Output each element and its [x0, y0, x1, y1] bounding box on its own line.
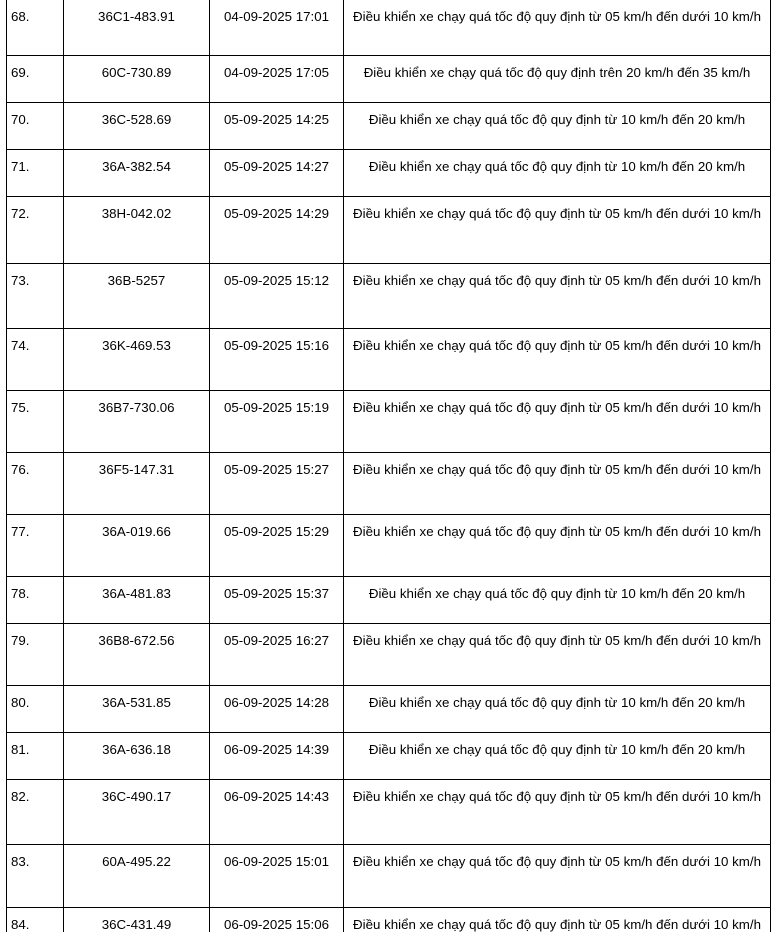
table-row: [7, 103, 771, 150]
violation-description-cell: Điều khiển xe chạy quá tốc độ quy định từ 05 km/h đến dưới 10 km/h: [344, 264, 771, 329]
row-index-cell: 76.: [7, 453, 64, 515]
table-row: [7, 56, 771, 103]
table-row: [7, 515, 771, 577]
table-row: [7, 624, 771, 686]
row-index-cell: 73.: [7, 264, 64, 329]
table-row: [7, 197, 771, 264]
license-plate-cell: 36A-481.83: [64, 577, 210, 624]
row-index-cell: 72.: [7, 197, 64, 264]
violation-time-cell: 05-09-2025 15:27: [210, 453, 344, 515]
row-index-cell: 74.: [7, 329, 64, 391]
license-plate-cell: 36B7-730.06: [64, 391, 210, 453]
table-row: [7, 0, 771, 56]
violation-description-cell: Điều khiển xe chạy quá tốc độ quy định từ 05 km/h đến dưới 10 km/h: [344, 780, 771, 845]
table-row: [7, 453, 771, 515]
license-plate-cell: 36K-469.53: [64, 329, 210, 391]
license-plate-cell: 36C-528.69: [64, 103, 210, 150]
violation-description-cell: Điều khiển xe chạy quá tốc độ quy định từ 10 km/h đến 20 km/h: [344, 577, 771, 624]
violation-description-cell: Điều khiển xe chạy quá tốc độ quy định từ 05 km/h đến dưới 10 km/h: [344, 908, 771, 932]
violation-time-cell: 06-09-2025 14:39: [210, 733, 344, 780]
violation-time-cell: 05-09-2025 15:12: [210, 264, 344, 329]
row-index-cell: 75.: [7, 391, 64, 453]
license-plate-cell: 38H-042.02: [64, 197, 210, 264]
violation-description-cell: Điều khiển xe chạy quá tốc độ quy định từ 10 km/h đến 20 km/h: [344, 150, 771, 197]
violation-time-cell: 05-09-2025 15:37: [210, 577, 344, 624]
violation-description-cell: Điều khiển xe chạy quá tốc độ quy định từ 05 km/h đến dưới 10 km/h: [344, 453, 771, 515]
row-index-cell: 71.: [7, 150, 64, 197]
table-row: [7, 908, 771, 932]
license-plate-cell: 36A-531.85: [64, 686, 210, 733]
violation-description-cell: Điều khiển xe chạy quá tốc độ quy định từ 10 km/h đến 20 km/h: [344, 733, 771, 780]
violation-time-cell: 06-09-2025 14:28: [210, 686, 344, 733]
license-plate-cell: 36B8-672.56: [64, 624, 210, 686]
violation-description-cell: Điều khiển xe chạy quá tốc độ quy định từ 05 km/h đến dưới 10 km/h: [344, 0, 771, 56]
row-index-cell: 69.: [7, 56, 64, 103]
table-row: [7, 264, 771, 329]
violation-time-cell: 05-09-2025 14:25: [210, 103, 344, 150]
violation-description-cell: Điều khiển xe chạy quá tốc độ quy định từ 05 km/h đến dưới 10 km/h: [344, 515, 771, 577]
violation-description-cell: Điều khiển xe chạy quá tốc độ quy định từ 10 km/h đến 20 km/h: [344, 686, 771, 733]
license-plate-cell: 36C-490.17: [64, 780, 210, 845]
license-plate-cell: 36B-5257: [64, 264, 210, 329]
table-row: [7, 329, 771, 391]
row-index-cell: 84.: [7, 908, 64, 932]
violation-time-cell: 06-09-2025 14:43: [210, 780, 344, 845]
license-plate-cell: 60A-495.22: [64, 845, 210, 908]
violation-description-cell: Điều khiển xe chạy quá tốc độ quy định từ 10 km/h đến 20 km/h: [344, 103, 771, 150]
row-index-cell: 83.: [7, 845, 64, 908]
row-index-cell: 80.: [7, 686, 64, 733]
violation-time-cell: 05-09-2025 14:29: [210, 197, 344, 264]
violation-time-cell: 05-09-2025 16:27: [210, 624, 344, 686]
row-index-cell: 78.: [7, 577, 64, 624]
violation-table-body: [7, 0, 771, 932]
table-row: [7, 845, 771, 908]
row-index-cell: 68.: [7, 0, 64, 56]
license-plate-cell: 36A-382.54: [64, 150, 210, 197]
license-plate-cell: 60C-730.89: [64, 56, 210, 103]
row-index-cell: 79.: [7, 624, 64, 686]
row-index-cell: 70.: [7, 103, 64, 150]
row-index-cell: 77.: [7, 515, 64, 577]
license-plate-cell: 36A-636.18: [64, 733, 210, 780]
license-plate-cell: 36F5-147.31: [64, 453, 210, 515]
table-row: [7, 391, 771, 453]
violation-description-cell: Điều khiển xe chạy quá tốc độ quy định trên 20 km/h đến 35 km/h: [344, 56, 771, 103]
license-plate-cell: 36A-019.66: [64, 515, 210, 577]
violation-time-cell: 05-09-2025 15:19: [210, 391, 344, 453]
violation-description-cell: Điều khiển xe chạy quá tốc độ quy định từ 05 km/h đến dưới 10 km/h: [344, 391, 771, 453]
violation-description-cell: Điều khiển xe chạy quá tốc độ quy định từ 05 km/h đến dưới 10 km/h: [344, 329, 771, 391]
row-index-cell: 81.: [7, 733, 64, 780]
violation-description-cell: Điều khiển xe chạy quá tốc độ quy định từ 05 km/h đến dưới 10 km/h: [344, 845, 771, 908]
violation-time-cell: 04-09-2025 17:05: [210, 56, 344, 103]
violation-time-cell: 05-09-2025 14:27: [210, 150, 344, 197]
violation-time-cell: 06-09-2025 15:06: [210, 908, 344, 932]
violation-time-cell: 05-09-2025 15:16: [210, 329, 344, 391]
license-plate-cell: 36C-431.49: [64, 908, 210, 932]
violation-time-cell: 04-09-2025 17:01: [210, 0, 344, 56]
table-row: [7, 150, 771, 197]
violation-time-cell: 06-09-2025 15:01: [210, 845, 344, 908]
violation-description-cell: Điều khiển xe chạy quá tốc độ quy định từ 05 km/h đến dưới 10 km/h: [344, 624, 771, 686]
table-row: [7, 686, 771, 733]
table-row: [7, 577, 771, 624]
violation-description-cell: Điều khiển xe chạy quá tốc độ quy định từ 05 km/h đến dưới 10 km/h: [344, 197, 771, 264]
violation-table: [6, 0, 771, 932]
table-row: [7, 780, 771, 845]
license-plate-cell: 36C1-483.91: [64, 0, 210, 56]
row-index-cell: 82.: [7, 780, 64, 845]
violation-time-cell: 05-09-2025 15:29: [210, 515, 344, 577]
table-row: [7, 733, 771, 780]
